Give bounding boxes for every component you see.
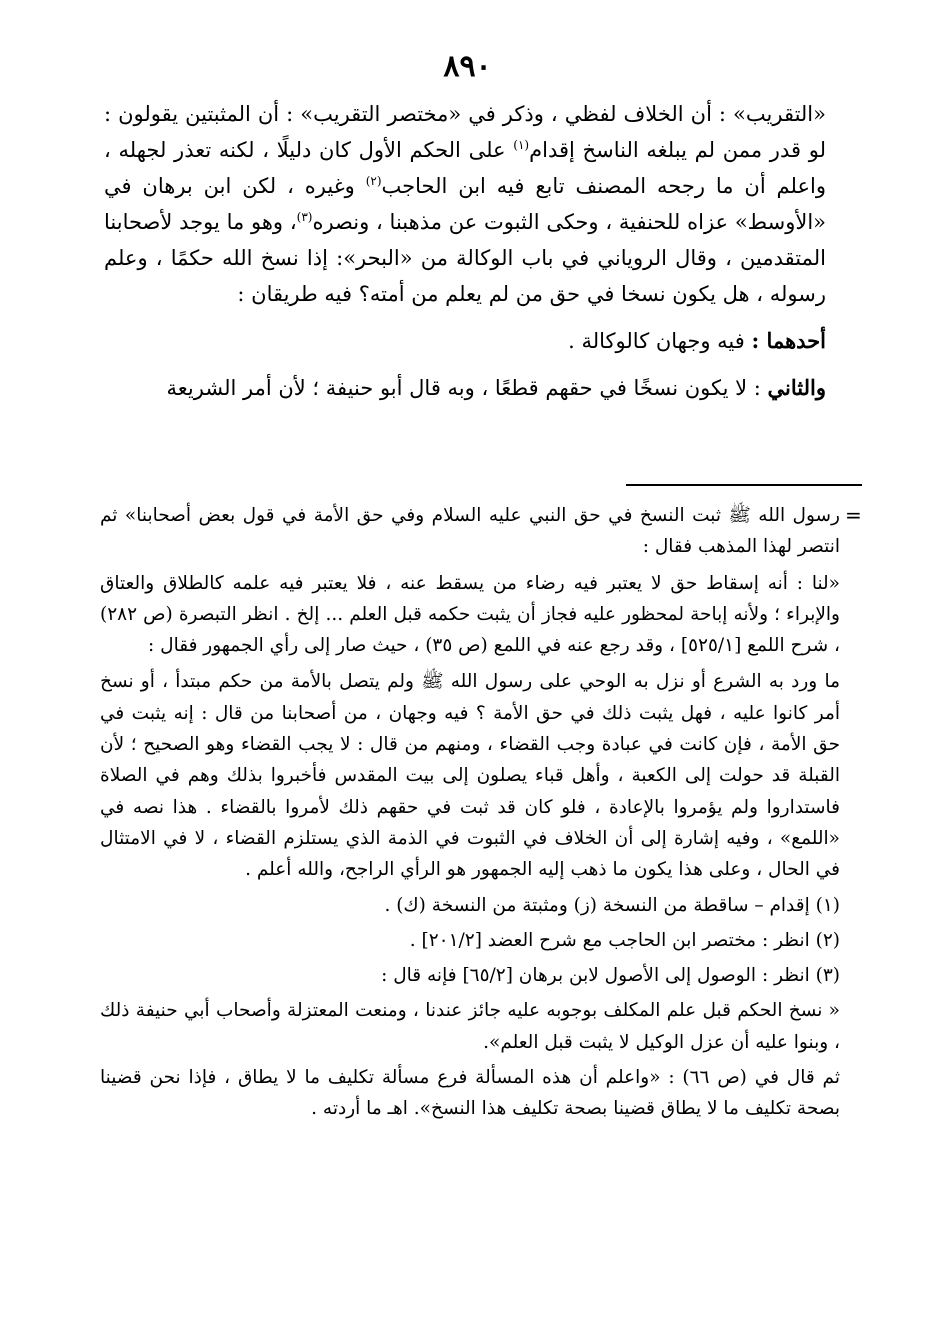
- footnote-continued-a: رسول الله ﷺ ثبت النسخ في حق النبي عليه السلام وفي حق الأمة في قول بعض أصحابنا» ثم انتصر لهذا المذهب فقال :: [100, 505, 840, 558]
- first-way-label: أحدهما :: [751, 328, 826, 353]
- paragraph-1: [104, 96, 826, 312]
- footnote-continued-c: ما ورد به الشرع أو نزل به الوحي على رسول الله ﷺ ولم يتصل بالأمة من حكم مبتدأ ، أو نسخ أمر كانوا عليه ، فهل يثبت ذلك في حق الأمة ؟ فيه وجهان ، من أصحابنا من قال : إنه يثبت في حق الأمة ، فإن كانت في عبادة وجب القضاء ، ومنهم من قال : لا يجب القضاء وهو الصحيح ؛ لأن القبلة قد حولت إلى الكعبة ، وأهل قباء يصلون إلى بيت المقدس فأخبروا بذلك وهم في الصلاة فاستداروا ولم يؤمروا بالإعادة ، فلو كان قد ثبت في حقهم ذلك لأمروا بالقضاء . هذا نصه في «اللمع» ، وفيه إشارة إلى أن الخلاف في الثبوت في الذمة الذي يستلزم القضاء ، لا في الامتثال في الحال ، وعلى هذا يكون ما ذهب إليه الجمهور هو الرأي الراجح، والله أعلم .: [100, 671, 840, 881]
- first-way-text: فيه وجهان كالوكالة .: [568, 329, 752, 353]
- main-text: [104, 96, 826, 406]
- footnote-ref-3[interactable]: (٣): [296, 210, 313, 224]
- footnote-3-quote: « نسخ الحكم قبل علم المكلف بوجوبه عليه جائز عندنا ، ومنعت المعتزلة وأصحاب أبي حنيفة ذلك ، وبنوا عليه أن عزل الوكيل لا يثبت قبل العلم».: [100, 1000, 840, 1053]
- paragraph-1-text-c: وغيره ، لكن ابن برهان في «الأوسط» عزاه للحنفية ، وحكى الثبوت عن مذهبنا ، ونصره: [104, 174, 827, 234]
- second-way-text: : لا يكون نسخًا في حقهم قطعًا ، وبه قال أبو حنيفة ؛ لأن أمر الشريعة: [166, 376, 768, 400]
- footnote-3-continued: ثم قال في (ص ٦٦) : «واعلم أن هذه المسألة فرع مسألة تكليف ما لا يطاق ، فإذا نحن قضينا بصحة تكليف ما لا يطاق قضينا بصحة تكليف هذا النسخ». اهـ ما أردته .: [100, 1067, 840, 1120]
- page-number: ٨٩٠: [443, 49, 492, 84]
- paragraph-1-text-d: ، وهو ما يوجد لأصحابنا المتقدمين ، وقال الروياني في باب الوكالة من «البحر»: إذا نسخ الله حكمًا ، وعلم رسوله ، هل يكون نسخا في حق من لم يعلم من أمته؟ فيه طريقان :: [104, 210, 826, 306]
- footnotes: [100, 500, 840, 1125]
- footnote-2: (٢) انظر : مختصر ابن الحاجب مع شرح العضد [٢٠١/٢] .: [409, 929, 840, 951]
- paragraph-1-text-a: «التقريب» : أن الخلاف لفظي ، وذكر في «مختصر التقريب» : أن المثبتين يقولون : لو قدر ممن لم يبلغه الناسخ إقدام: [104, 102, 826, 162]
- footnote-3: (٣) انظر : الوصول إلى الأصول لابن برهان [٦٥/٢] فإنه قال :: [381, 965, 840, 987]
- footnote-ref-2[interactable]: (٢): [365, 174, 382, 188]
- paragraph-1-text-b: على الحكم الأول كان دليلًا ، لكنه تعذر لجهله ، واعلم أن ما رجحه المصنف تابع فيه ابن الحاجب: [104, 138, 826, 198]
- footnote-separator: [626, 484, 862, 486]
- paragraph-first-way: [104, 323, 826, 359]
- second-way-label: والثاني: [767, 375, 826, 400]
- footnote-ref-1[interactable]: (١): [513, 138, 530, 152]
- paragraph-second-way: [104, 370, 826, 406]
- footnote-continuation-mark: =: [845, 503, 862, 527]
- footnote-continued-b: «لنا : أنه إسقاط حق لا يعتبر فيه رضاء من يسقط عنه ، فلا يعتبر فيه علمه كالطلاق والعتاق والإبراء ؛ ولأنه إباحة لمحظور عليه فجاز أن يثبت حكمه قبل العلم ... إلخ . انظر التبصرة (ص ٢٨٢) ، شرح اللمع [٥٢٥/١] ، وقد رجع عنه في اللمع (ص ٣٥) ، حيث صار إلى رأي الجمهور فقال :: [100, 572, 840, 657]
- footnote-1: (١) إقدام – ساقطة من النسخة (ز) ومثبتة من النسخة (ك) .: [384, 894, 840, 916]
